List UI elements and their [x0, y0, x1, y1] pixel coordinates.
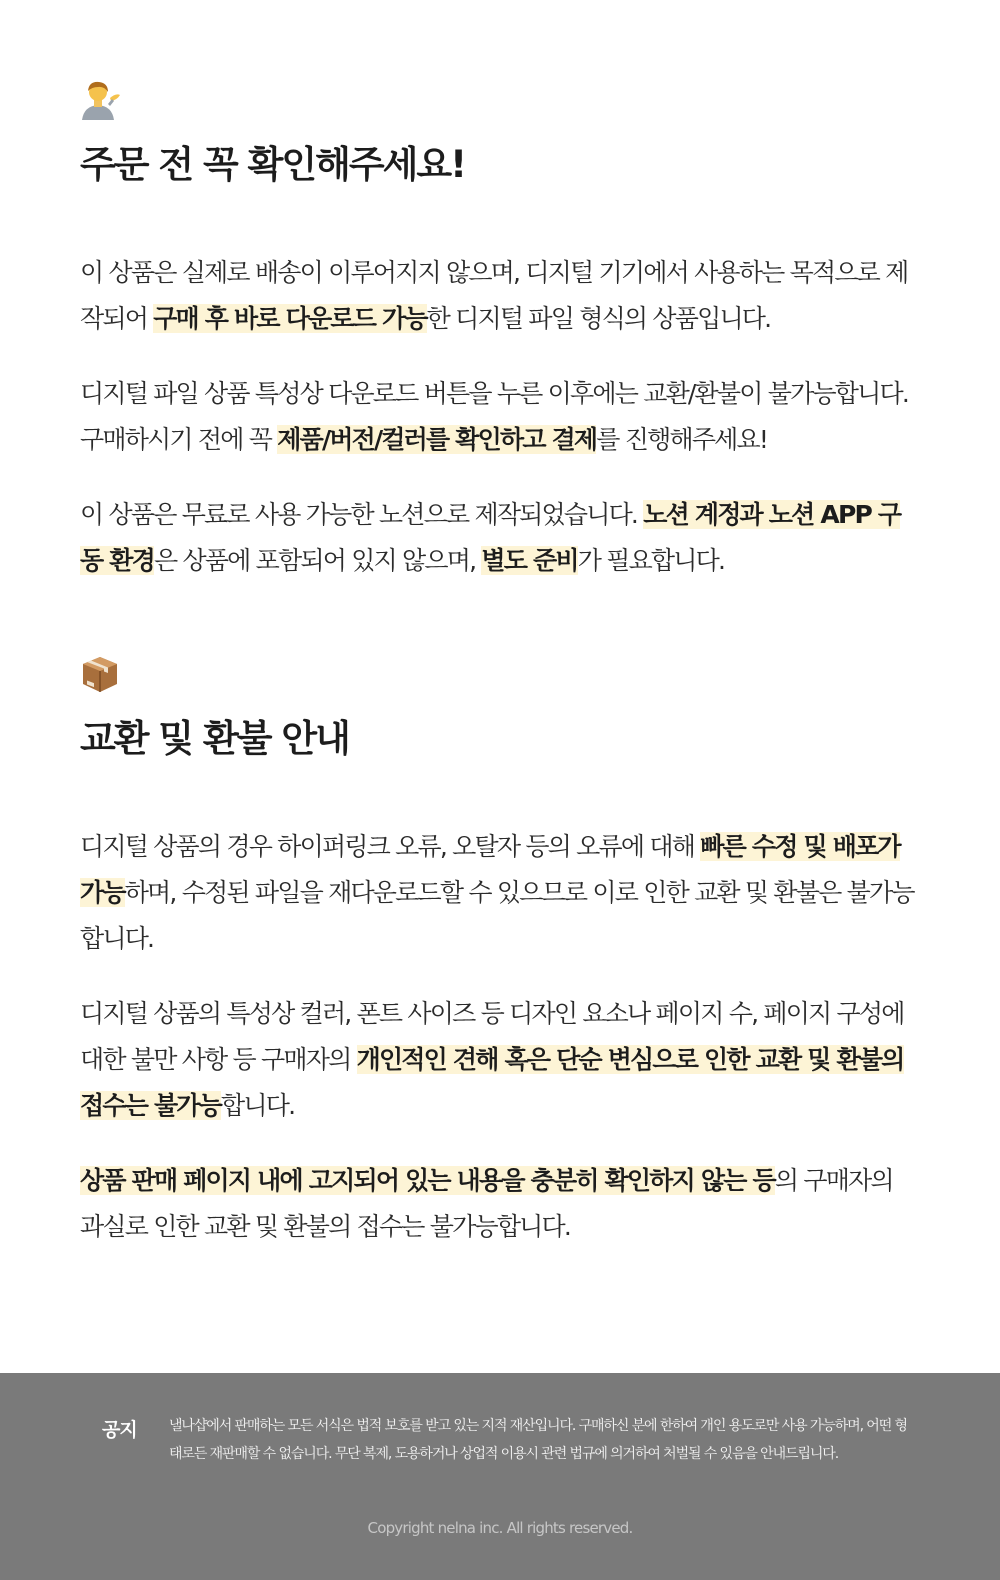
highlight-text: 별도 준비	[481, 546, 578, 575]
notice-label: 공지	[102, 1419, 137, 1441]
text-run: 의 구매자의 과실로 인한 교환 및 환불의 접수는 불가능합니다.	[80, 1166, 893, 1241]
text-run: 디지털 파일 상품 특성상 다운로드 버튼을 누른 이후에는 교환/환불이 불가능합니다. 구매하시기 전에 꼭	[80, 379, 908, 454]
copyright-text: Copyright nelna inc. All rights reserved.	[367, 1519, 633, 1537]
section-title: 교환 및 환불 안내	[80, 717, 349, 760]
section-title: 주문 전 꼭 확인해주세요!	[80, 143, 465, 186]
paragraph	[80, 991, 920, 1129]
paragraph	[80, 250, 920, 342]
paragraph	[80, 1158, 920, 1250]
text-run: 디지털 상품의 특성상 컬러, 폰트 사이즈 등 디자인 요소나 페이지 수, 페이지 구성에 대한 불만 사항 등 구매자의	[80, 999, 904, 1074]
paragraph	[80, 371, 920, 463]
highlight-text: 구매 후 바로 다운로드 가능	[153, 304, 427, 333]
text-run: 이 상품은 무료로 사용 가능한 노션으로 제작되었습니다.	[80, 500, 644, 529]
highlight-text: 상품 판매 페이지 내에 고지되어 있는 내용을 충분히 확인하지 않는 등	[80, 1166, 775, 1195]
notice-text: 낼나샵에서 판매하는 모든 서식은 법적 보호를 받고 있는 지적 재산입니다. 구매하신 분에 한하여 개인 용도로만 사용 가능하며, 어떤 형태로든 재판매할 수 없습니다. 무단 복제, 도용하거나 상업적 이용시 관련 법규에 의거하여 처벌될 수 있음을 안내드립니다.	[169, 1418, 907, 1462]
text-run: 은 상품에 포함되어 있지 않으며,	[153, 546, 482, 575]
text-run: 를 진행해주세요!	[596, 425, 768, 454]
footer	[0, 1373, 1000, 1580]
order-notice-section	[80, 80, 920, 584]
package-icon	[80, 654, 920, 698]
text-run: 하며, 수정된 파일을 재다운로드할 수 있으므로 이로 인한 교환 및 환불은 불가능합니다.	[80, 878, 914, 953]
person-tipping-hand-icon	[80, 80, 920, 124]
text-run: 가 필요합니다.	[577, 546, 725, 575]
text-run: 합니다.	[221, 1091, 295, 1120]
highlight-text: 노션 계정과 노션 APP 구동 환경	[80, 500, 901, 575]
exchange-refund-section	[80, 654, 920, 1250]
text-run: 이 상품은 실제로 배송이 이루어지지 않으며, 디지털 기기에서 사용하는 목적으로 제작되어	[80, 258, 908, 333]
paragraph	[80, 492, 920, 584]
paragraph	[80, 824, 920, 962]
text-run: 한 디지털 파일 형식의 상품입니다.	[426, 304, 771, 333]
text-run: 디지털 상품의 경우 하이퍼링크 오류, 오탈자 등의 오류에 대해	[80, 832, 701, 861]
highlight-text: 개인적인 견해 혹은 단순 변심으로 인한 교환 및 환불의 접수는 불가능	[80, 1045, 904, 1120]
highlight-text: 빠른 수정 및 배포가 가능	[80, 832, 900, 907]
highlight-text: 제품/버전/컬러를 확인하고 결제	[277, 425, 597, 454]
